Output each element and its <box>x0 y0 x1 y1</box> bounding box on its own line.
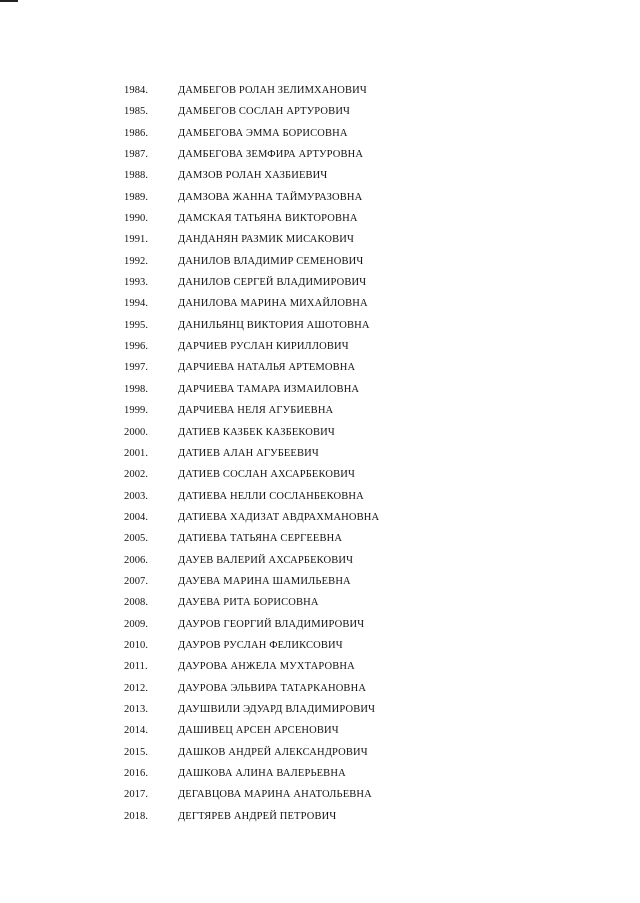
list-item <box>0 742 640 763</box>
entry-number: 2018. <box>124 810 149 822</box>
entry-name: ДАТИЕВА НЕЛЛИ СОСЛАНБЕКОВНА <box>178 490 364 502</box>
entry-name: ДАНДАНЯН РАЗМИК МИСАКОВИЧ <box>178 234 354 246</box>
entry-number: 1994. <box>124 298 149 310</box>
list-item <box>0 336 640 357</box>
entry-number: 1995. <box>124 319 149 331</box>
entry-number: 1998. <box>124 383 149 395</box>
entry-number: 1987. <box>124 149 149 161</box>
entry-number: 2003. <box>124 490 149 502</box>
entry-name: ДАТИЕВА ТАТЬЯНА СЕРГЕЕВНА <box>178 533 343 545</box>
entry-number: 2010. <box>124 639 149 651</box>
entry-name: ДАТИЕВ АЛАН АГУБЕЕВИЧ <box>178 447 319 459</box>
entry-number: 2014. <box>124 725 149 737</box>
list-item <box>0 528 640 549</box>
list-item <box>0 763 640 784</box>
entry-name: ДАУРОВ РУСЛАН ФЕЛИКСОВИЧ <box>178 639 343 651</box>
entry-name: ДАУЕВ ВАЛЕРИЙ АХСАРБЕКОВИЧ <box>178 554 354 566</box>
entry-number: 1989. <box>124 191 149 203</box>
list-item <box>0 229 640 250</box>
entry-number: 1985. <box>124 106 149 118</box>
entry-number: 2002. <box>124 469 149 481</box>
entry-number: 2000. <box>124 426 149 438</box>
entry-name: ДАРЧИЕВА НЕЛЯ АГУБИЕВНА <box>178 405 334 417</box>
list-item <box>0 422 640 443</box>
list-item <box>0 293 640 314</box>
list-item <box>0 357 640 378</box>
entry-number: 2006. <box>124 554 149 566</box>
list-item <box>0 720 640 741</box>
entry-name: ДАУРОВА АНЖЕЛА МУХТАРОВНА <box>178 661 355 673</box>
list-item <box>0 400 640 421</box>
entry-name: ДАМЗОВ РОЛАН ХАЗБИЕВИЧ <box>178 170 328 182</box>
list-item <box>0 187 640 208</box>
entry-name: ДАМБЕГОВА ЭММА БОРИСОВНА <box>178 127 348 139</box>
entry-number: 2013. <box>124 703 149 715</box>
list-item <box>0 315 640 336</box>
entry-name: ДАМБЕГОВ СОСЛАН АРТУРОВИЧ <box>178 106 351 118</box>
list-item <box>0 144 640 165</box>
entry-number: 1999. <box>124 405 149 417</box>
entry-name: ДАШКОВА АЛИНА ВАЛЕРЬЕВНА <box>178 768 346 779</box>
entry-name: ДЕГТЯРЕВ АНДРЕЙ ПЕТРОВИЧ <box>178 810 337 822</box>
list-item <box>0 507 640 528</box>
entry-name: ДАМСКАЯ ТАТЬЯНА ВИКТОРОВНА <box>178 213 358 225</box>
entry-number: 2016. <box>124 768 149 779</box>
list-item <box>0 379 640 400</box>
entry-name: ДАМБЕГОВА ЗЕМФИРА АРТУРОВНА <box>178 149 364 161</box>
entry-name: ДАШКОВ АНДРЕЙ АЛЕКСАНДРОВИЧ <box>178 746 368 758</box>
entry-name: ДАТИЕВА ХАДИЗАТ АВДРАХМАНОВНА <box>178 511 380 523</box>
entry-name: ДАМБЕГОВ РОЛАН ЗЕЛИМХАНОВИЧ <box>178 85 367 96</box>
entry-name: ДАТИЕВ СОСЛАН АХСАРБЕКОВИЧ <box>178 469 355 481</box>
entry-number: 2015. <box>124 746 149 758</box>
name-list <box>0 80 640 827</box>
entry-name: ДАУЕВА МАРИНА ШАМИЛЬЕВНА <box>178 575 351 587</box>
entry-name: ДЕГАВЦОВА МАРИНА АНАТОЛЬЕВНА <box>178 789 372 801</box>
entry-number: 2012. <box>124 682 149 694</box>
entry-number: 1990. <box>124 213 149 225</box>
list-item <box>0 678 640 699</box>
list-item <box>0 208 640 229</box>
entry-number: 1986. <box>124 127 149 139</box>
entry-name: ДАНИЛОВ СЕРГЕЙ ВЛАДИМИРОВИЧ <box>178 277 367 289</box>
list-item <box>0 784 640 805</box>
list-item <box>0 656 640 677</box>
list-item <box>0 699 640 720</box>
entry-name: ДАРЧИЕВА НАТАЛЬЯ АРТЕМОВНА <box>178 362 356 374</box>
entry-number: 1996. <box>124 341 149 353</box>
list-item <box>0 272 640 293</box>
list-item <box>0 251 640 272</box>
entry-name: ДАУРОВ ГЕОРГИЙ ВЛАДИМИРОВИЧ <box>178 618 365 630</box>
entry-number: 1992. <box>124 255 149 267</box>
entry-number: 2004. <box>124 511 149 523</box>
list-item <box>0 123 640 144</box>
entry-name: ДАРЧИЕВ РУСЛАН КИРИЛЛОВИЧ <box>178 341 349 353</box>
list-item <box>0 101 640 122</box>
entry-number: 2007. <box>124 575 149 587</box>
scan-corner-mark <box>0 0 18 2</box>
entry-name: ДАУШВИЛИ ЭДУАРД ВЛАДИМИРОВИЧ <box>178 703 376 715</box>
list-item <box>0 80 640 101</box>
list-item <box>0 550 640 571</box>
entry-number: 1984. <box>124 85 149 96</box>
list-item <box>0 486 640 507</box>
entry-name: ДАШИВЕЦ АРСЕН АРСЕНОВИЧ <box>178 725 339 737</box>
entry-name: ДАРЧИЕВА ТАМАРА ИЗМАИЛОВНА <box>178 383 360 395</box>
entry-number: 2009. <box>124 618 149 630</box>
list-item <box>0 635 640 656</box>
entry-number: 1997. <box>124 362 149 374</box>
entry-name: ДАУЕВА РИТА БОРИСОВНА <box>178 597 319 609</box>
entry-name: ДАТИЕВ КАЗБЕК КАЗБЕКОВИЧ <box>178 426 335 438</box>
list-item <box>0 571 640 592</box>
entry-number: 2017. <box>124 789 149 801</box>
list-item <box>0 592 640 613</box>
entry-number: 2008. <box>124 597 149 609</box>
entry-name: ДАНИЛЬЯНЦ ВИКТОРИЯ АШОТОВНА <box>178 319 370 331</box>
entry-number: 2005. <box>124 533 149 545</box>
list-item <box>0 443 640 464</box>
list-item <box>0 806 640 827</box>
entry-name: ДАУРОВА ЭЛЬВИРА ТАТАРКАНОВНА <box>178 682 367 694</box>
list-item <box>0 464 640 485</box>
entry-number: 1988. <box>124 170 149 182</box>
entry-number: 1993. <box>124 277 149 289</box>
entry-number: 1991. <box>124 234 149 246</box>
entry-name: ДАНИЛОВ ВЛАДИМИР СЕМЕНОВИЧ <box>178 255 364 267</box>
entry-number: 2011. <box>124 661 148 673</box>
entry-name: ДАНИЛОВА МАРИНА МИХАЙЛОВНА <box>178 298 368 310</box>
list-item <box>0 614 640 635</box>
entry-name: ДАМЗОВА ЖАННА ТАЙМУРАЗОВНА <box>178 191 363 203</box>
list-item <box>0 165 640 186</box>
entry-number: 2001. <box>124 447 149 459</box>
